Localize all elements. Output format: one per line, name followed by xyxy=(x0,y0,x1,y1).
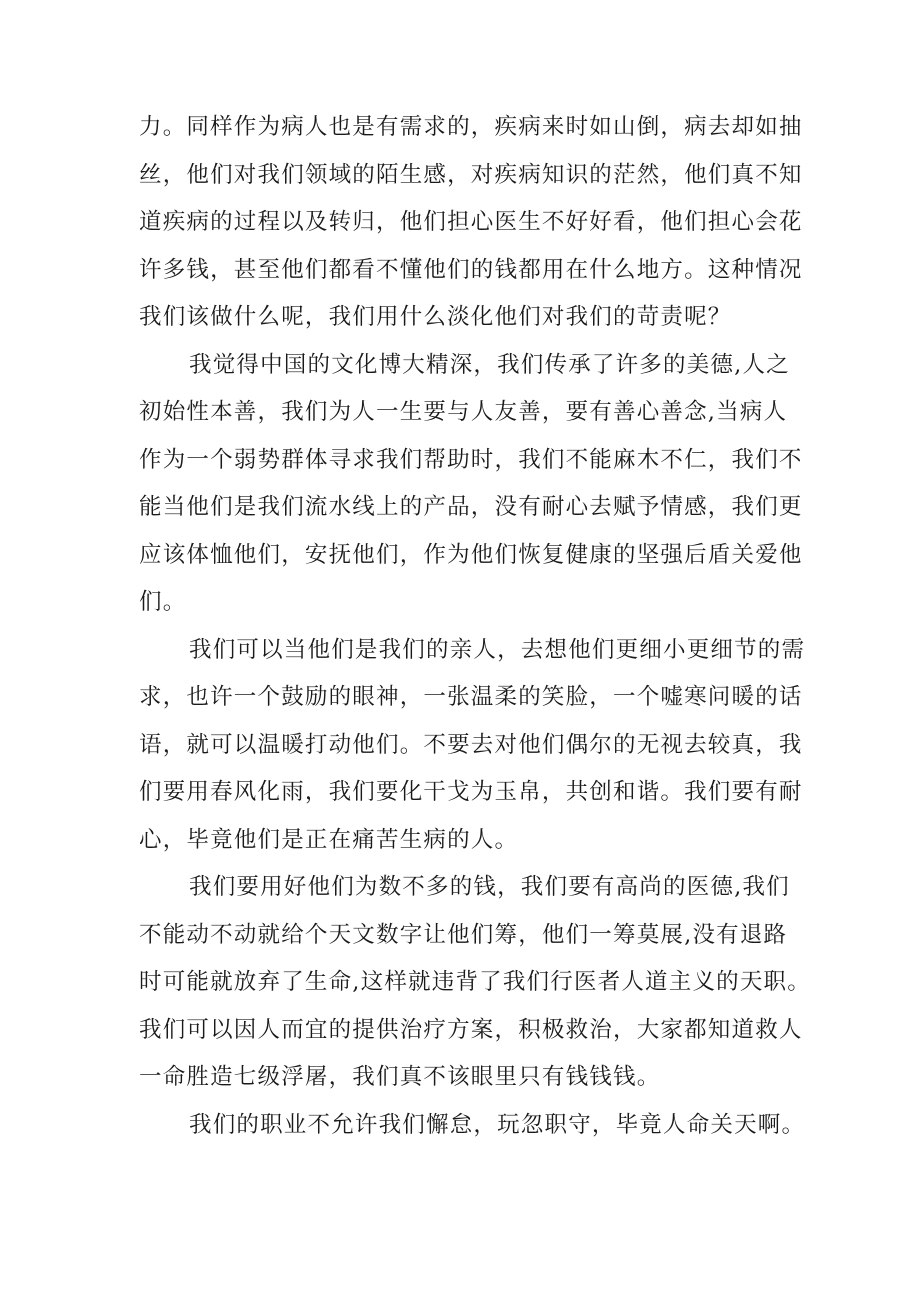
text-line: 应该体恤他们，安抚他们，作为他们恢复健康的坚强后盾关爱他 xyxy=(139,541,803,568)
text-line: 我们的职业不允许我们懈怠，玩忽职守，毕竟人命关天啊。 xyxy=(189,1111,806,1138)
text-line: 心，毕竟他们是正在痛苦生病的人。 xyxy=(139,826,519,853)
text-line: 们。 xyxy=(139,589,187,615)
text-line: 作为一个弱势群体寻求我们帮助时，我们不能麻木不仁，我们不 xyxy=(139,446,803,473)
text-line: 我们要用好他们为数不多的钱，我们要有高尚的医德,我们 xyxy=(189,874,790,900)
text-line: 我们可以因人而宜的提供治疗方案，积极救治，大家都知道救人 xyxy=(139,1016,803,1043)
text-line: 们要用春风化雨，我们要化干戈为玉帛，共创和谐。我们要有耐 xyxy=(139,779,803,805)
text-line: 我觉得中国的文化博大精深，我们传承了许多的美德,人之 xyxy=(189,351,790,378)
text-line: 我们该做什么呢，我们用什么淡化他们对我们的苛责呢？ xyxy=(139,304,732,330)
text-line: 语，就可以温暖打动他们。不要去对他们偶尔的无视去较真，我 xyxy=(139,731,803,758)
text-line: 道疾病的过程以及转归，他们担心医生不好好看，他们担心会花 xyxy=(139,209,803,235)
text-line: 力。同样作为病人也是有需求的，疾病来时如山倒，病去却如抽 xyxy=(139,114,803,140)
text-line: 求，也许一个鼓励的眼神，一张温柔的笑脸，一个嘘寒问暖的话 xyxy=(139,684,803,710)
text-line: 我们可以当他们是我们的亲人，去想他们更细小更细节的需 xyxy=(189,636,806,663)
text-line: 能当他们是我们流水线上的产品，没有耐心去赋予情感，我们更 xyxy=(139,494,803,520)
text-line: 不能动不动就给个天文数字让他们筹，他们一筹莫展,没有退路 xyxy=(139,921,788,948)
text-line: 时可能就放弃了生命,这样就违背了我们行医者人道主义的天职。 xyxy=(139,969,811,995)
text-line: 初始性本善，我们为人一生要与人友善，要有善心善念,当病人 xyxy=(139,399,788,425)
document-body xyxy=(139,104,811,1149)
text-line: 一命胜造七级浮屠，我们真不该眼里只有钱钱钱。 xyxy=(139,1064,661,1090)
text-line: 许多钱，甚至他们都看不懂他们的钱都用在什么地方。这种情况 xyxy=(139,256,803,283)
text-line: 丝，他们对我们领域的陌生感，对疾病知识的茫然，他们真不知 xyxy=(139,161,803,188)
